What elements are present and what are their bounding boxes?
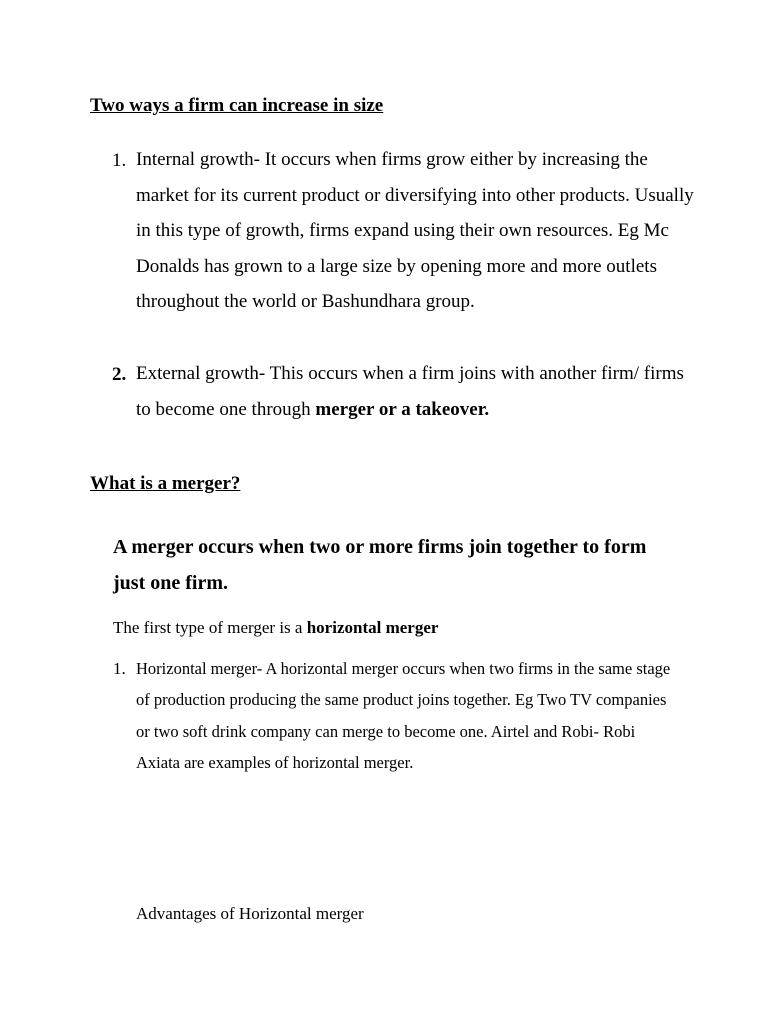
list-item-text: External growth- This occurs when a firm joins with another firm/ firms to become one through [136,363,684,420]
list-item-internal-growth: Internal growth- It occurs when firms grow either by increasing the market for its current product or diversifying into other products. Usually in this type of growth, firms expand using their own resources. Eg Mc Donalds has grown to a large size by opening more and more outlets throughout the world or Bashundhara group. [136,149,694,313]
intro-text: The first type of merger is a [113,618,307,637]
merger-definition: A merger occurs when two or more firms join together to form just one firm. [113,536,647,594]
list-number: 2. [112,364,127,385]
merger-type-intro [113,616,438,640]
bold-term: horizontal merger [306,618,439,637]
bold-term: merger or a takeover. [315,398,490,420]
list-number: 1. [112,150,127,171]
list-item-external-growth [136,356,696,427]
list-item-horizontal-merger: Horizontal merger- A horizontal merger occurs when two firms in the same stage of production producing the same product joins together. Eg Two TV companies or two soft drink company can merge to become one. Airtel and Robi- Robi Axiata are examples of horizontal merger. [136,659,671,772]
list-number: 1. [113,659,126,678]
section-heading-growth: Two ways a firm can increase in size [90,95,384,116]
advantages-heading: Advantages of Horizontal merger [136,904,364,923]
section-heading-merger: What is a merger? [90,473,241,494]
